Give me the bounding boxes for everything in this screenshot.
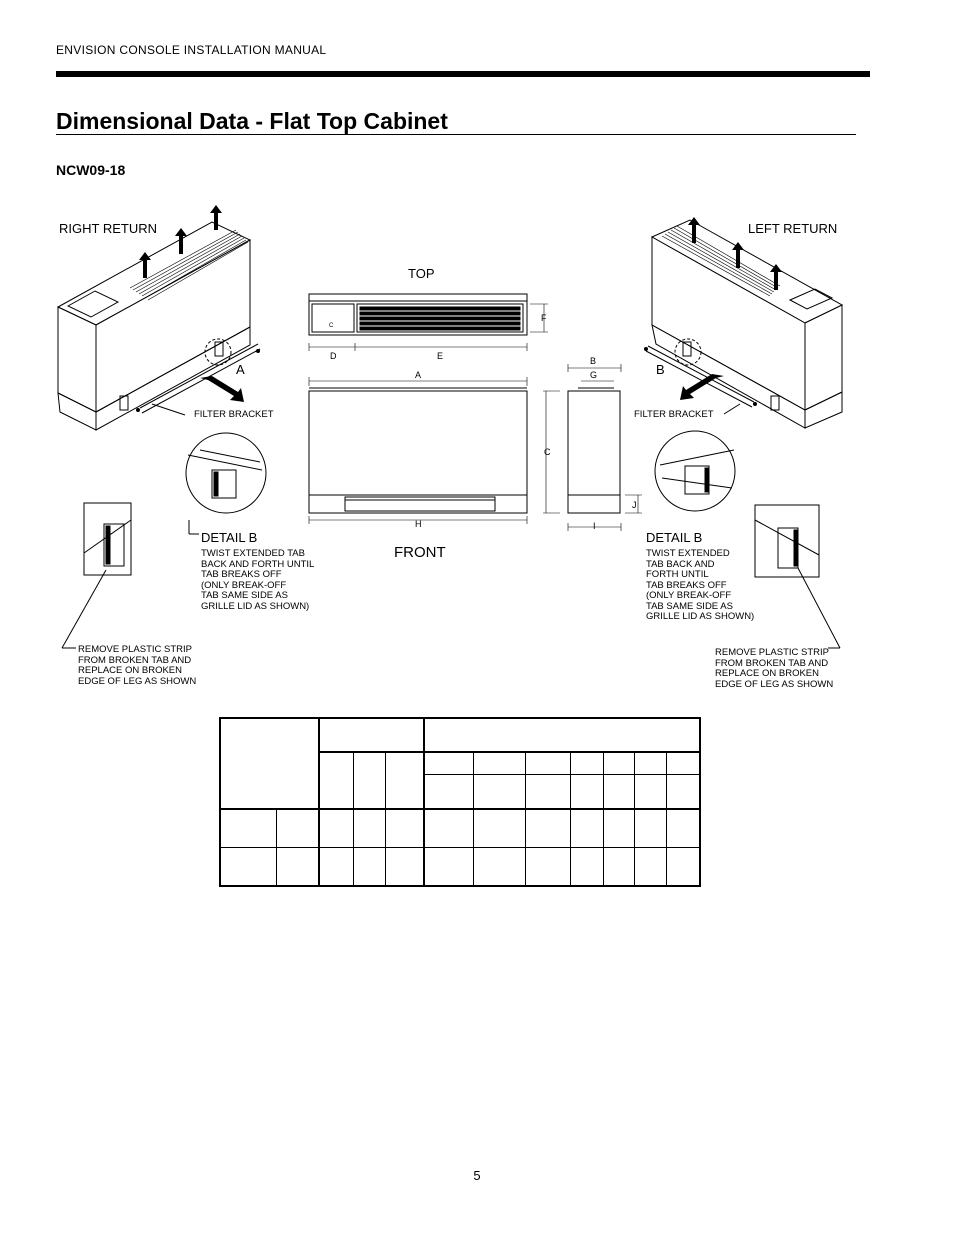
table-cell (635, 752, 667, 774)
table-cell (354, 809, 386, 847)
dimension-table (219, 717, 701, 887)
table-cell (354, 848, 386, 886)
note-line: GRILLE LID AS SHOWN) (201, 600, 310, 612)
detail-b-circle-left (186, 433, 266, 513)
note-line: TAB BREAKS OFF (201, 569, 282, 580)
filter-bracket-label-right: FILTER BRACKET (634, 409, 714, 420)
note-line: REMOVE PLASTIC STRIP (78, 644, 193, 655)
model-subtitle: NCW09-18 (56, 162, 126, 178)
table-cell (220, 718, 319, 809)
table-cell (570, 752, 603, 774)
detail-b-circle-right (655, 431, 735, 511)
note-line: FROM BROKEN TAB AND (715, 657, 829, 669)
table-row (220, 809, 700, 847)
note-line: TAB SAME SIDE AS (201, 590, 288, 601)
table-cell (474, 809, 526, 847)
table-cell (319, 718, 423, 752)
table-cell (276, 809, 319, 847)
table-cell (603, 809, 635, 847)
dim-label-b: B (590, 356, 597, 366)
table-cell (635, 775, 667, 809)
table-cell (424, 718, 700, 752)
table-cell (276, 848, 319, 886)
table-cell (570, 775, 603, 809)
table-cell (319, 848, 353, 886)
dim-label-f: F (541, 313, 547, 323)
table-cell (424, 848, 474, 886)
table-cell (354, 752, 386, 809)
table-cell (385, 848, 423, 886)
dim-label-h: H (415, 519, 422, 529)
manual-header: ENVISION CONSOLE INSTALLATION MANUAL (56, 43, 327, 57)
detail-b-title-left: DETAIL B (201, 530, 258, 545)
table-cell (635, 809, 667, 847)
note-line: EDGE OF LEG AS SHOWN (715, 678, 834, 690)
note-line: GRILLE LID AS SHOWN) (646, 611, 755, 622)
filter-bracket-label-left: FILTER BRACKET (194, 409, 274, 420)
table-cell (385, 752, 423, 809)
page-number: 5 (473, 1168, 481, 1183)
note-line: FORTH UNTIL (646, 569, 709, 580)
table-cell (526, 775, 571, 809)
note-line: TAB BREAKS OFF (646, 579, 727, 591)
table-cell (526, 752, 571, 774)
table-cell (319, 809, 353, 847)
dim-label-j: J (632, 500, 637, 510)
table-cell (667, 775, 700, 809)
table-cell (424, 752, 474, 774)
table-cell (570, 809, 603, 847)
note-line: TAB SAME SIDE AS (646, 600, 733, 612)
dim-label-i: I (593, 521, 596, 531)
top-view (309, 294, 548, 351)
dim-label-c: C (544, 447, 551, 457)
return-air-arrow-icon (200, 376, 244, 402)
right-return-cabinet (58, 222, 260, 430)
note-line: REPLACE ON BROKEN (715, 668, 819, 679)
table-cell (474, 752, 526, 774)
table-cell (220, 809, 276, 847)
dim-label-e: E (437, 351, 444, 361)
table-cell (526, 848, 571, 886)
table-cell (603, 752, 635, 774)
note-line: EDGE OF LEG AS SHOWN (78, 675, 197, 687)
table-cell (603, 775, 635, 809)
note-line: FROM BROKEN TAB AND (78, 654, 192, 666)
dim-label-d: D (330, 351, 337, 361)
note-line: BACK AND FORTH UNTIL (201, 558, 315, 570)
front-view (309, 377, 527, 524)
leg-detail-right (755, 505, 840, 648)
dim-label-g: G (590, 370, 598, 380)
table-cell (220, 848, 276, 886)
table-cell (667, 809, 700, 847)
table-cell (424, 809, 474, 847)
note-line: TAB BACK AND (646, 558, 715, 570)
table-cell (385, 809, 423, 847)
table-cell (424, 775, 474, 809)
detail-b-title-right: DETAIL B (646, 530, 703, 545)
left-return-label: LEFT RETURN (748, 221, 838, 236)
table-cell (526, 809, 571, 847)
note-line: TWIST EXTENDED (646, 548, 730, 559)
right-return-label: RIGHT RETURN (59, 221, 157, 236)
table-cell (474, 848, 526, 886)
table-cell (635, 848, 667, 886)
front-view-label: FRONT (394, 544, 446, 561)
table-row (220, 848, 700, 886)
table-cell (603, 848, 635, 886)
table-cell (474, 775, 526, 809)
note-line: REMOVE PLASTIC STRIP (715, 647, 830, 658)
connection-label-c: C (329, 323, 334, 329)
callout-b: B (656, 362, 665, 377)
note-line: (ONLY BREAK-OFF (201, 579, 287, 591)
side-view (543, 364, 642, 531)
note-line: TWIST EXTENDED TAB (201, 548, 305, 559)
table-cell (319, 752, 353, 809)
leg-detail-left (62, 503, 131, 648)
top-view-label: TOP (408, 266, 435, 281)
note-line: (ONLY BREAK-OFF (646, 590, 732, 601)
left-return-cabinet (645, 220, 843, 428)
table-cell (667, 752, 700, 774)
callout-a: A (236, 362, 245, 377)
table-cell (667, 848, 700, 886)
dim-label-a: A (415, 370, 422, 380)
table-cell (570, 848, 603, 886)
page-title: Dimensional Data - Flat Top Cabinet (56, 108, 448, 134)
note-line: REPLACE ON BROKEN (78, 665, 182, 676)
return-air-arrow-icon (680, 374, 724, 400)
